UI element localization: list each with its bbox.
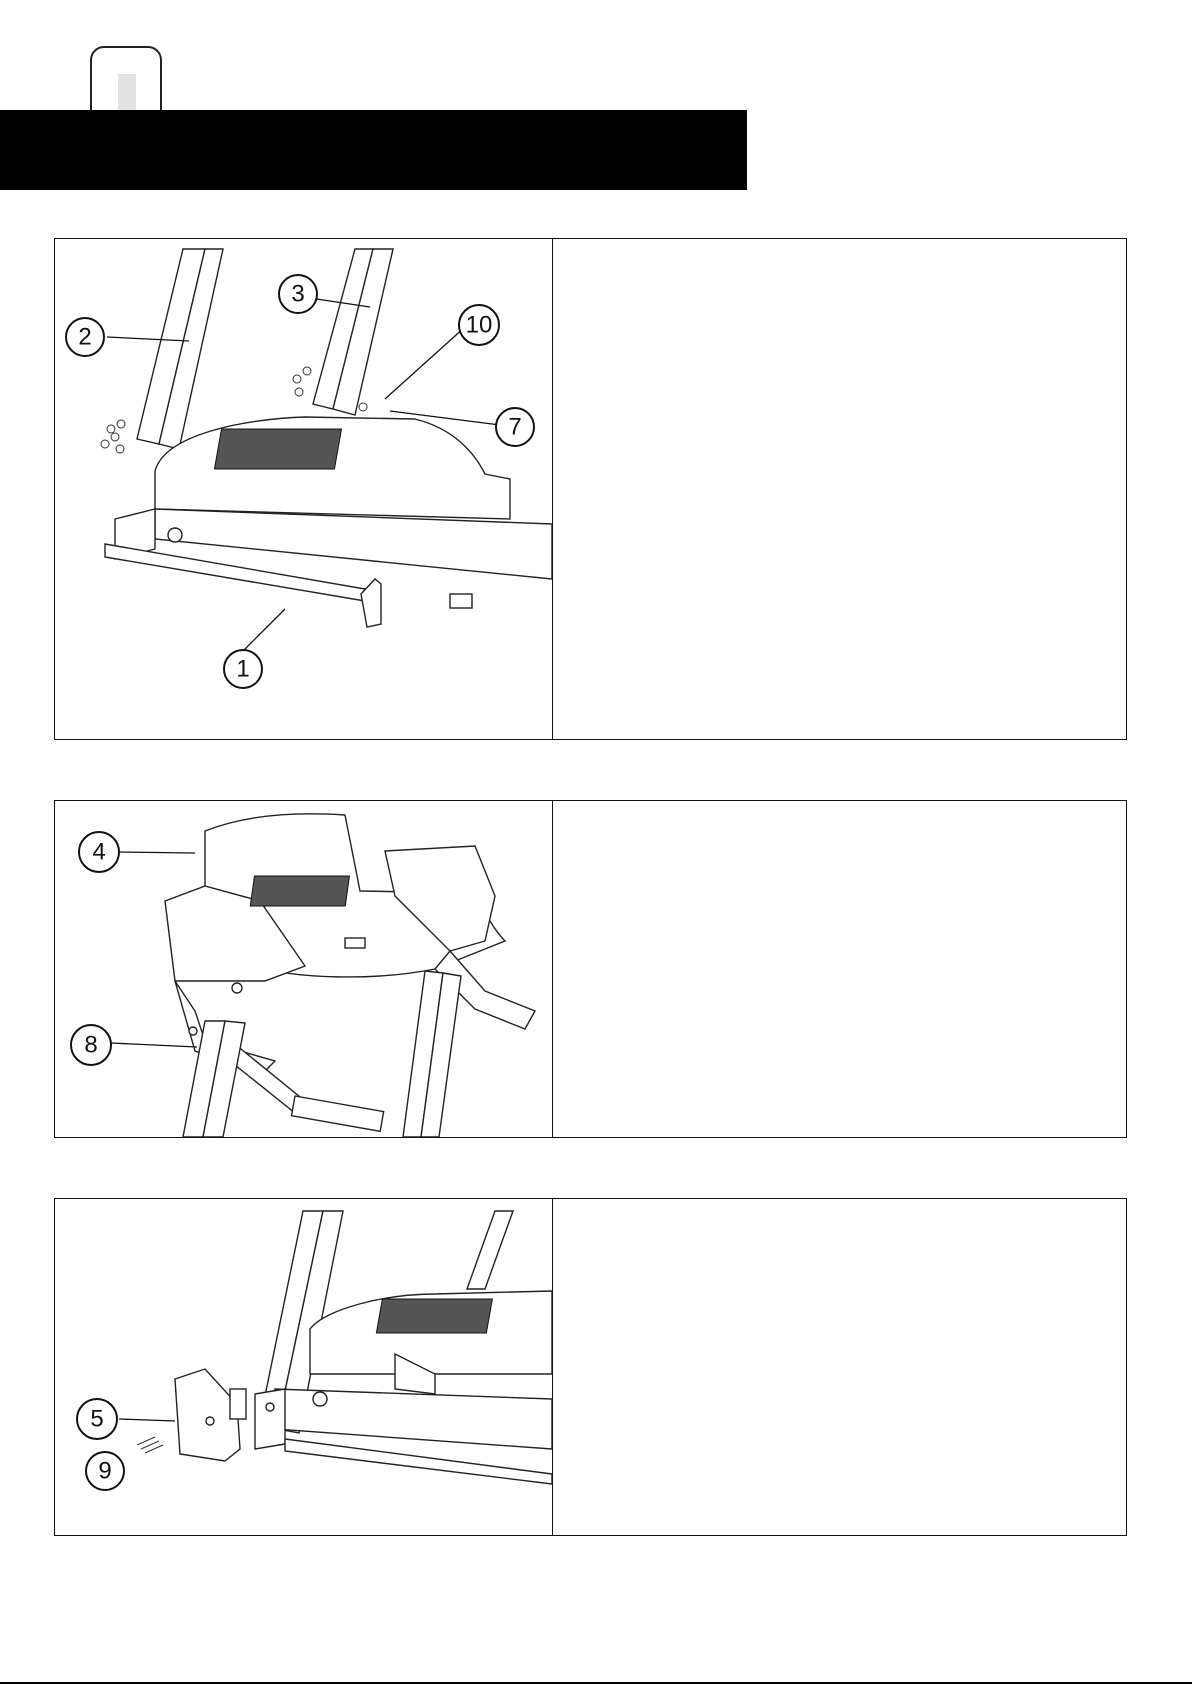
step-1-diagram bbox=[55, 239, 553, 739]
section-header-bar bbox=[0, 110, 747, 190]
svg-text:5: 5 bbox=[90, 1405, 104, 1433]
svg-text:1: 1 bbox=[236, 655, 250, 683]
step-2-diagram bbox=[55, 801, 553, 1137]
end-cap-assembly-illustration bbox=[55, 1199, 552, 1535]
svg-text:2: 2 bbox=[78, 323, 92, 351]
treadmill-upright-assembly-illustration bbox=[55, 239, 552, 739]
console-assembly-illustration bbox=[55, 801, 552, 1137]
step-1-instructions bbox=[553, 239, 1126, 739]
callout-4 bbox=[79, 832, 119, 872]
assembly-step-2 bbox=[54, 800, 1127, 1138]
callout-10 bbox=[459, 305, 499, 345]
footer-rule bbox=[0, 1682, 1192, 1684]
callout-8 bbox=[71, 1025, 111, 1065]
svg-text:3: 3 bbox=[291, 280, 305, 308]
callout-2 bbox=[66, 318, 104, 356]
svg-text:10: 10 bbox=[465, 311, 493, 339]
callout-9 bbox=[86, 1452, 124, 1490]
callout-7 bbox=[496, 408, 534, 446]
assembly-step-3 bbox=[54, 1198, 1127, 1536]
assembly-step-1 bbox=[54, 238, 1127, 740]
callout-1 bbox=[224, 650, 262, 688]
callout-3 bbox=[279, 275, 317, 313]
step-3-instructions bbox=[553, 1199, 1126, 1535]
svg-text:7: 7 bbox=[508, 413, 522, 441]
svg-text:9: 9 bbox=[98, 1457, 112, 1485]
step-3-diagram bbox=[55, 1199, 553, 1535]
callout-5 bbox=[77, 1399, 117, 1439]
svg-text:8: 8 bbox=[84, 1031, 98, 1059]
step-2-instructions bbox=[553, 801, 1126, 1137]
svg-text:4: 4 bbox=[92, 838, 106, 866]
